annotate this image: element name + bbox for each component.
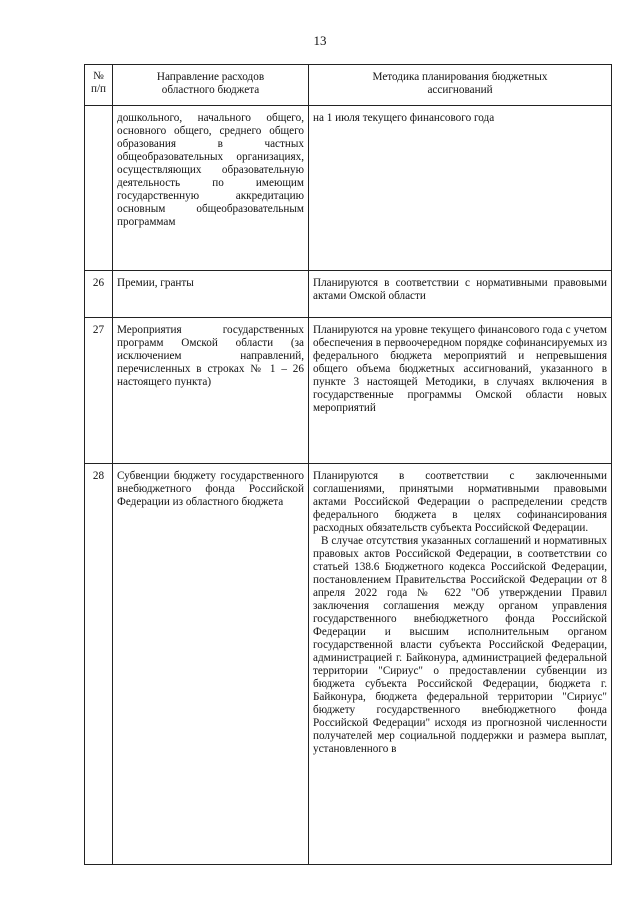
row-direction: Премии, гранты xyxy=(113,271,309,318)
table-header-row xyxy=(85,65,612,106)
row-method: Планируются в соответствии с нормативными правовыми актами Омской области xyxy=(309,271,612,318)
header-method: Методика планирования бюджетных ассигнований xyxy=(309,65,612,106)
table-row xyxy=(85,271,612,318)
table-row xyxy=(85,464,612,865)
row-number: 26 xyxy=(85,271,113,318)
row-direction: дошкольного, начального общего, основного общего, среднего общего образования в частных общеобразовательных организациях, осуществляющих образовательную деятельность по имеющим государственную аккредитацию основным общеобразовательным программам xyxy=(113,106,309,271)
table-row xyxy=(85,318,612,464)
row-method: на 1 июля текущего финансового года xyxy=(309,106,612,271)
row-direction: Мероприятия государственных программ Омской области (за исключением направлений, перечисленных в строках № 1 – 26 настоящего пункта) xyxy=(113,318,309,464)
row-number: 27 xyxy=(85,318,113,464)
page-number: 13 xyxy=(313,33,327,48)
budget-method-table xyxy=(84,64,612,865)
method-paragraph: Планируются в соответствии с заключенными соглашениями, принятыми нормативными правовыми актами Российской Федерации о распределении средств федерального бюджета в целях софинансирования расходных обязательств субъекта Российской Федерации. xyxy=(313,470,607,534)
table-row xyxy=(85,106,612,271)
row-direction: Субвенции бюджету государственного внебюджетного фонда Российской Федерации из областного бюджета xyxy=(113,464,309,865)
row-method: Планируются на уровне текущего финансового года с учетом обеспечения в первоочередном порядке софинансируемых из федерального бюджета мероприятий и непревышения общего объема бюджетных ассигнований, указанного в пункте 3 настоящей Методики, в случаях включения в государственные программы Омской области новых мероприятий xyxy=(309,318,612,464)
row-method xyxy=(309,464,612,865)
header-direction: Направление расходов областного бюджета xyxy=(113,65,309,106)
row-number: 28 xyxy=(85,464,113,865)
header-num: № п/п xyxy=(85,65,113,106)
method-paragraph: В случае отсутствия указанных соглашений и нормативных правовых актов Российской Федерации, в соответствии со статьей 138.6 Бюджетного кодекса Российской Федерации, постановлением Правительства Российской Федерации от 8 апреля 2022 года № 622 "Об утверждении Правил заключения соглашения между органом управления государственного внебюджетного фонда Российской Федерации и высшим исполнительным органом государственной власти субъекта Российской Федерации, администрацией г. Байконура, администрацией федеральной территории "Сириус" о предоставлении субвенции из бюджета субъекта Российской Федерации, бюджета г. Байконура, бюджета федеральной территории "Сириус" бюджету государственного внебюджетного фонда Российской Федерации" исходя из прогнозной численности получателей мер социальной поддержки и размера выплат, установленного в xyxy=(313,535,607,755)
row-number xyxy=(85,106,113,271)
